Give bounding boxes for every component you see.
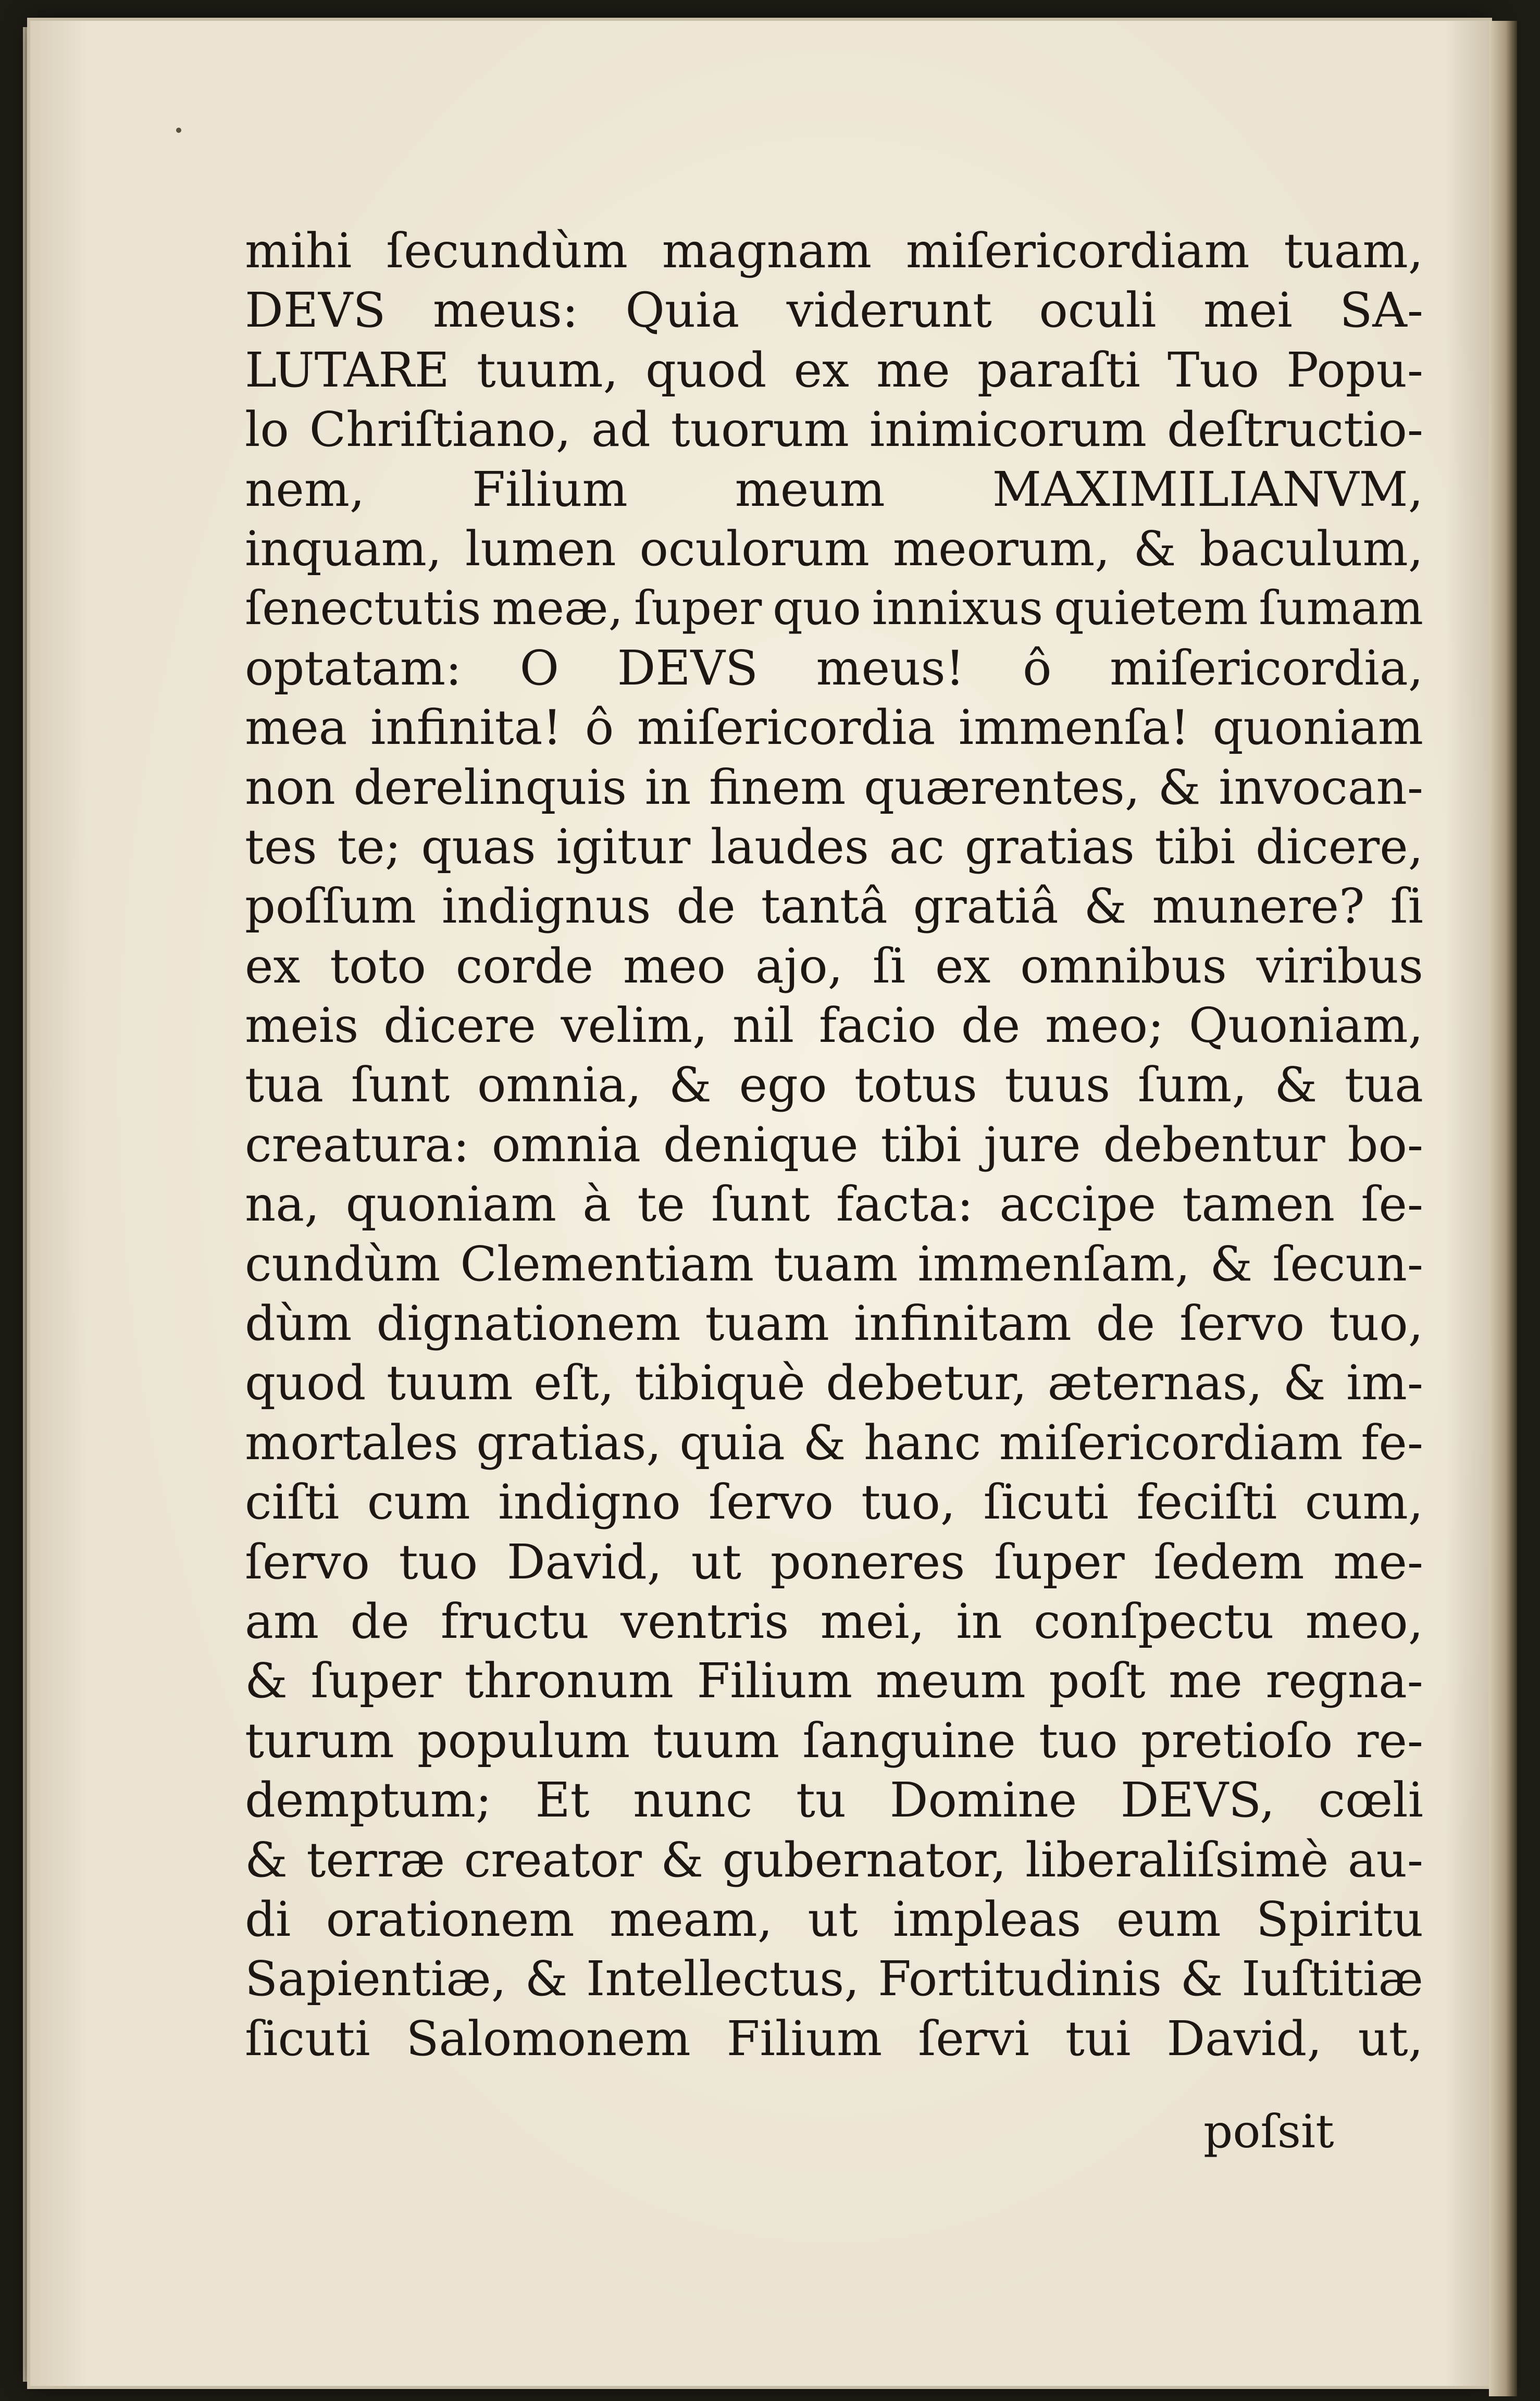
catchword: poſsit bbox=[1203, 2105, 1334, 2158]
word: meo; bbox=[1045, 998, 1164, 1054]
word: ſuper bbox=[311, 1653, 442, 1709]
word: pretioſo bbox=[1140, 1712, 1333, 1769]
word: omnia, bbox=[477, 1057, 642, 1113]
word: tibiquè bbox=[635, 1355, 805, 1411]
text-line bbox=[245, 341, 1423, 400]
word: meus! bbox=[816, 640, 965, 696]
word: ajo, bbox=[755, 938, 843, 994]
word: jure bbox=[984, 1116, 1081, 1173]
word: cum bbox=[367, 1474, 470, 1531]
word: demptum; bbox=[245, 1772, 492, 1828]
body-text bbox=[245, 221, 1423, 2069]
word: omnia bbox=[491, 1116, 641, 1173]
word: ſedem bbox=[1153, 1534, 1305, 1590]
word: infinitam bbox=[853, 1296, 1072, 1352]
word: ut bbox=[691, 1534, 742, 1590]
word: facio bbox=[818, 998, 937, 1054]
text-line bbox=[245, 1353, 1423, 1413]
word: & bbox=[1210, 1236, 1253, 1292]
word: au- bbox=[1347, 1832, 1423, 1888]
word: invocan- bbox=[1219, 759, 1423, 815]
word: Quoniam, bbox=[1188, 998, 1423, 1054]
word: ſuper bbox=[634, 581, 762, 636]
word: poneres bbox=[770, 1534, 965, 1590]
word: dicere, bbox=[1255, 818, 1423, 875]
word: MAXIMILIANVM, bbox=[992, 461, 1423, 517]
word: tuam bbox=[705, 1296, 829, 1352]
text-line bbox=[245, 1294, 1423, 1353]
word: meis bbox=[245, 998, 359, 1054]
word: de bbox=[350, 1593, 409, 1649]
word: Iuſtitiæ bbox=[1241, 1951, 1423, 2007]
word: & bbox=[1084, 878, 1127, 935]
word: indignus bbox=[441, 878, 651, 935]
word: nil bbox=[732, 998, 794, 1054]
word: DEVS, bbox=[1120, 1772, 1275, 1828]
word: ciſti bbox=[245, 1474, 340, 1531]
word: quod bbox=[245, 1355, 366, 1411]
word: hanc bbox=[864, 1414, 982, 1471]
text-line bbox=[245, 1949, 1423, 2009]
word: feciſti bbox=[1136, 1474, 1277, 1531]
word: velim, bbox=[561, 998, 708, 1054]
word: re- bbox=[1356, 1712, 1423, 1769]
word: quietem bbox=[1054, 581, 1248, 636]
word: tuo, bbox=[1329, 1296, 1423, 1352]
text-line bbox=[245, 460, 1423, 519]
text-line bbox=[245, 937, 1423, 996]
text-line bbox=[245, 996, 1423, 1055]
word: tu bbox=[796, 1772, 847, 1828]
word: nem, bbox=[245, 461, 365, 517]
word: meum bbox=[875, 1653, 1026, 1709]
word: ſunt bbox=[351, 1057, 450, 1113]
word: ô bbox=[585, 700, 614, 756]
ink-speck bbox=[176, 128, 181, 133]
word: fructu bbox=[440, 1593, 589, 1649]
word: te; bbox=[337, 818, 401, 875]
word: facta: bbox=[836, 1176, 974, 1233]
word: Clementiam bbox=[460, 1236, 754, 1292]
word: Et bbox=[535, 1772, 590, 1828]
word: ſicuti bbox=[983, 1474, 1109, 1531]
word: tuum bbox=[653, 1712, 780, 1769]
text-line bbox=[245, 1235, 1423, 1294]
word: oculi bbox=[1039, 282, 1157, 339]
word: regna- bbox=[1265, 1653, 1423, 1709]
word: me bbox=[876, 342, 950, 398]
word: miſericordia bbox=[637, 700, 936, 756]
word: ſi bbox=[1390, 878, 1423, 935]
word: conſpectu bbox=[1034, 1593, 1274, 1649]
word: miſericordiam bbox=[905, 223, 1250, 279]
text-line bbox=[245, 1651, 1423, 1711]
word: & bbox=[661, 1832, 704, 1888]
word: DEVS bbox=[245, 282, 386, 339]
text-line bbox=[245, 1413, 1423, 1473]
word: tuum bbox=[386, 1355, 513, 1411]
word: am bbox=[245, 1593, 319, 1649]
word: ô bbox=[1023, 640, 1052, 696]
word: David, bbox=[1166, 2010, 1322, 2067]
word: ventris bbox=[620, 1593, 789, 1649]
word: viribus bbox=[1256, 938, 1423, 994]
word: ſumam bbox=[1259, 581, 1423, 636]
word: derelinquis bbox=[353, 759, 627, 815]
word: ego bbox=[739, 1057, 827, 1113]
text-line bbox=[245, 758, 1423, 817]
word: fe- bbox=[1361, 1414, 1423, 1471]
word: eſt, bbox=[533, 1355, 614, 1411]
word: DEVS bbox=[617, 640, 759, 696]
word: tuus bbox=[1004, 1057, 1111, 1113]
word: eum bbox=[1116, 1891, 1221, 1947]
word: & bbox=[1180, 1951, 1223, 2007]
word: ex bbox=[935, 938, 991, 994]
word: liberaliſsimè bbox=[1025, 1832, 1329, 1888]
word: quas bbox=[421, 818, 536, 875]
word: corde bbox=[455, 938, 594, 994]
word: & bbox=[1158, 759, 1201, 815]
word: tua bbox=[1344, 1057, 1423, 1113]
word: tibi bbox=[880, 1116, 962, 1173]
page-edge-right bbox=[1489, 21, 1517, 2396]
word: meo, bbox=[1305, 1593, 1423, 1649]
text-line bbox=[245, 1055, 1423, 1115]
word: mei, bbox=[820, 1593, 925, 1649]
word: debentur bbox=[1103, 1116, 1325, 1173]
word: à bbox=[582, 1176, 612, 1233]
word: immenſa! bbox=[958, 700, 1190, 756]
word: cum, bbox=[1305, 1474, 1423, 1531]
word: cundùm bbox=[245, 1236, 441, 1292]
word: Domine bbox=[889, 1772, 1077, 1828]
word: omnibus bbox=[1020, 938, 1227, 994]
text-line bbox=[245, 519, 1423, 579]
word: poſſum bbox=[245, 878, 416, 935]
word: quo bbox=[773, 581, 861, 636]
word: de bbox=[961, 998, 1021, 1054]
word: baculum, bbox=[1199, 520, 1423, 577]
word: Quia bbox=[625, 282, 740, 339]
word: LUTARE bbox=[245, 342, 450, 398]
word: inimicorum bbox=[869, 402, 1147, 458]
word: nunc bbox=[633, 1772, 753, 1828]
text-line bbox=[245, 1533, 1423, 1592]
word: quærentes, bbox=[863, 759, 1140, 815]
word: terræ bbox=[306, 1832, 445, 1888]
word: & bbox=[245, 1653, 288, 1709]
word: gratiâ bbox=[913, 878, 1059, 935]
word: quod bbox=[645, 342, 767, 398]
word: quia bbox=[679, 1414, 785, 1471]
word: cœli bbox=[1318, 1772, 1423, 1828]
word: te bbox=[637, 1176, 685, 1233]
word: denique bbox=[663, 1116, 859, 1173]
word: meorum, bbox=[892, 520, 1110, 577]
word: magnam bbox=[662, 223, 872, 279]
word: na, bbox=[245, 1176, 320, 1233]
word: non bbox=[245, 759, 336, 815]
word: innixus bbox=[872, 581, 1044, 636]
text-line bbox=[245, 877, 1423, 936]
word: de bbox=[1096, 1296, 1156, 1352]
word: di bbox=[245, 1891, 291, 1947]
word: thronum bbox=[464, 1653, 674, 1709]
word: im- bbox=[1346, 1355, 1423, 1411]
word: ſecun- bbox=[1272, 1236, 1423, 1292]
text-line bbox=[245, 639, 1423, 698]
word: paraſti bbox=[977, 342, 1140, 398]
word: tuam, bbox=[1284, 223, 1423, 279]
word: in bbox=[956, 1593, 1002, 1649]
word: ex bbox=[245, 938, 301, 994]
word: Tuo bbox=[1168, 342, 1260, 398]
text-line bbox=[245, 400, 1423, 459]
word: quoniam bbox=[345, 1176, 556, 1233]
word: & bbox=[245, 1832, 288, 1888]
word: immenſam, bbox=[917, 1236, 1190, 1292]
word: Filium bbox=[726, 2010, 883, 2067]
word: orationem bbox=[326, 1891, 575, 1947]
word: meum bbox=[735, 461, 885, 517]
word: tamen bbox=[1182, 1176, 1335, 1233]
word: mihi bbox=[245, 223, 352, 279]
word: ſervi bbox=[918, 2010, 1030, 2067]
word: ſenectutis bbox=[245, 581, 481, 636]
word: Intellectus, bbox=[586, 1951, 860, 2007]
text-line bbox=[245, 1115, 1423, 1175]
word: me bbox=[1169, 1653, 1243, 1709]
word: ſervo bbox=[709, 1474, 834, 1531]
text-line bbox=[245, 281, 1423, 340]
word: ſecundùm bbox=[386, 223, 628, 279]
word: gratias, bbox=[476, 1414, 662, 1471]
text-line bbox=[245, 1890, 1423, 1949]
word: dicere bbox=[383, 998, 536, 1054]
text-line bbox=[245, 1831, 1423, 1890]
word: ſe- bbox=[1361, 1176, 1423, 1233]
word: tuo bbox=[399, 1534, 478, 1590]
text-line bbox=[245, 1592, 1423, 1651]
word: & bbox=[669, 1057, 712, 1113]
word: ſuper bbox=[994, 1534, 1125, 1590]
word: tui bbox=[1065, 2010, 1131, 2067]
word: toto bbox=[330, 938, 426, 994]
word: laudes bbox=[710, 818, 869, 875]
word: munere? bbox=[1152, 878, 1365, 935]
word: tuorum bbox=[670, 402, 849, 458]
word: Filium bbox=[472, 461, 628, 517]
word: Salomonem bbox=[406, 2010, 691, 2067]
word: gubernator, bbox=[722, 1832, 1007, 1888]
word: ut bbox=[808, 1891, 858, 1947]
word: turum bbox=[245, 1712, 394, 1769]
word: miſericordiam bbox=[999, 1414, 1343, 1471]
word: ſanguine bbox=[802, 1712, 1016, 1769]
text-line bbox=[245, 1473, 1423, 1532]
text-line bbox=[245, 221, 1423, 281]
word: Chriſtiano, bbox=[309, 402, 572, 458]
word: miſericordia, bbox=[1110, 640, 1423, 696]
word: Sapientiæ, bbox=[245, 1951, 507, 2007]
word: populum bbox=[417, 1712, 630, 1769]
word: viderunt bbox=[786, 282, 992, 339]
word: indigno bbox=[498, 1474, 681, 1531]
word: & bbox=[1133, 520, 1176, 577]
text-line bbox=[245, 817, 1423, 877]
word: meo bbox=[623, 938, 726, 994]
word: me- bbox=[1333, 1534, 1423, 1590]
word: & bbox=[1283, 1355, 1326, 1411]
word: totus bbox=[854, 1057, 977, 1113]
word: Filium bbox=[697, 1653, 853, 1709]
word: infinita! bbox=[370, 700, 562, 756]
word: ſicuti bbox=[245, 2010, 370, 2067]
word: debetur, bbox=[826, 1355, 1027, 1411]
word: mortales bbox=[245, 1414, 458, 1471]
word: SA- bbox=[1339, 282, 1423, 339]
word: igitur bbox=[556, 818, 691, 875]
word: ex bbox=[793, 342, 849, 398]
word: & bbox=[1274, 1057, 1318, 1113]
word: dùm bbox=[245, 1296, 352, 1352]
word: bo- bbox=[1347, 1116, 1423, 1173]
word: ut, bbox=[1358, 2010, 1423, 2067]
word: meæ, bbox=[492, 581, 624, 636]
word: & bbox=[803, 1414, 846, 1471]
word: accipe bbox=[999, 1176, 1157, 1233]
word: tuo, bbox=[861, 1474, 956, 1531]
text-line bbox=[245, 698, 1423, 757]
text-line bbox=[245, 1771, 1423, 1830]
word: tuam bbox=[774, 1236, 898, 1292]
word: gratias bbox=[964, 818, 1135, 875]
word: finem bbox=[709, 759, 846, 815]
word: ad bbox=[591, 402, 651, 458]
word: ſum, bbox=[1137, 1057, 1247, 1113]
text-line bbox=[245, 1711, 1423, 1771]
word: inquam, bbox=[245, 520, 442, 577]
word: tantâ bbox=[761, 878, 888, 935]
word: deſtructio- bbox=[1166, 402, 1423, 458]
word: lo bbox=[245, 402, 289, 458]
word: ſervo bbox=[245, 1534, 370, 1590]
word: & bbox=[525, 1951, 568, 2007]
word: tuum, bbox=[476, 342, 618, 398]
word: æternas, bbox=[1047, 1355, 1263, 1411]
word: Spiritu bbox=[1256, 1891, 1423, 1947]
word: tua bbox=[245, 1057, 324, 1113]
word: poſt bbox=[1049, 1653, 1146, 1709]
word: meus: bbox=[432, 282, 578, 339]
word: ſi bbox=[872, 938, 906, 994]
word: oculorum bbox=[639, 520, 870, 577]
text-line bbox=[245, 579, 1423, 638]
word: mea bbox=[245, 700, 347, 756]
word: Popu- bbox=[1286, 342, 1423, 398]
word: optatam: bbox=[245, 640, 462, 696]
word: tes bbox=[245, 818, 317, 875]
word: meam, bbox=[609, 1891, 773, 1947]
word: lumen bbox=[465, 520, 616, 577]
word: dignationem bbox=[376, 1296, 681, 1352]
word: ac bbox=[889, 818, 945, 875]
word: de bbox=[676, 878, 736, 935]
word: Fortitudinis bbox=[878, 1951, 1162, 2007]
word: O bbox=[519, 640, 560, 696]
text-line bbox=[245, 1175, 1423, 1234]
word: tuo bbox=[1038, 1712, 1118, 1769]
word: tibi bbox=[1154, 818, 1236, 875]
word: impleas bbox=[892, 1891, 1082, 1947]
word: in bbox=[644, 759, 691, 815]
word: creator bbox=[464, 1832, 642, 1888]
word: ſervo bbox=[1179, 1296, 1305, 1352]
text-line bbox=[245, 2009, 1423, 2069]
word: creatura: bbox=[245, 1116, 469, 1173]
word: David, bbox=[506, 1534, 663, 1590]
word: quoniam bbox=[1212, 700, 1423, 756]
word: mei bbox=[1203, 282, 1293, 339]
word: ſunt bbox=[711, 1176, 810, 1233]
